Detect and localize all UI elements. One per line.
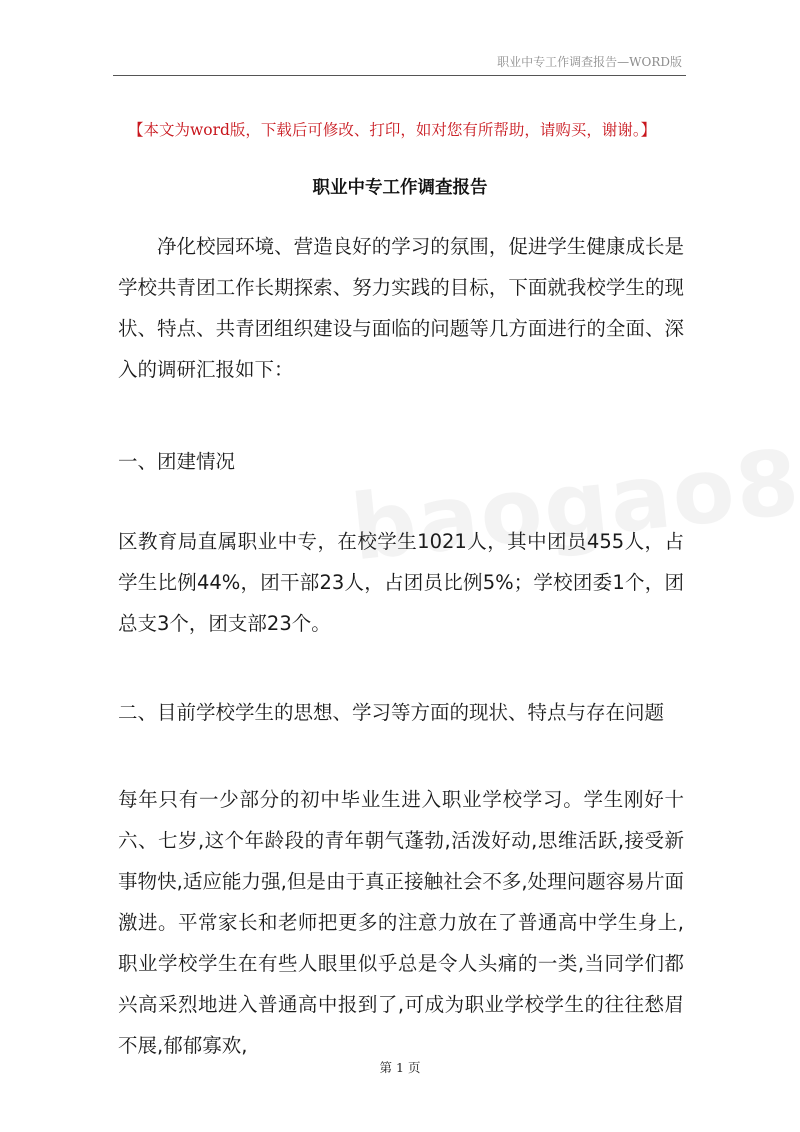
section-heading-2: 二、目前学校学生的思想、学习等方面的现状、特点与存在问题 [118,701,665,724]
page-number: 第 1 页 [379,1060,421,1075]
section-2-paragraph: 每年只有一少部分的初中毕业生进入职业学校学习。学生刚好十六、七岁,这个年龄段的青年朝气蓬勃,活泼好动,思维活跃,接受新事物快,适应能力强,但是由于真正接触社会不多,处理问题容易片面激进。平常家长和老师把更多的注意力放在了普通高中学生身上,职业学校学生在有些人眼里似乎总是令人头痛的一类,当同学们都兴高采烈地进入普通高中报到了,可成为职业学校学生的往往愁眉不展,郁郁寡欢, [118,788,684,1057]
section-1-paragraph: 区教育局直属职业中专，在校学生1021人，其中团员455人，占学生比例44%，团干部23人，占团员比例5%；学校团委1个，团总支3个，团支部23个。 [118,530,684,635]
purchase-notice: 【本文为word版，下载后可修改、打印，如对您有所帮助，请购买，谢谢。】 [128,121,657,139]
section-heading-1: 一、团建情况 [118,450,236,473]
intro-paragraph: 净化校园环境、营造良好的学习的氛围，促进学生健康成长是学校共青团工作长期探索、努力实践的目标，下面就我校学生的现状、特点、共青团组织建设与面临的问题等几方面进行的全面、深入的调研汇报如下： [118,235,684,381]
document-title: 职业中专工作调查报告 [312,178,488,198]
running-header: 职业中专工作调查报告—WORD版 [497,55,682,69]
header-divider [113,75,686,76]
